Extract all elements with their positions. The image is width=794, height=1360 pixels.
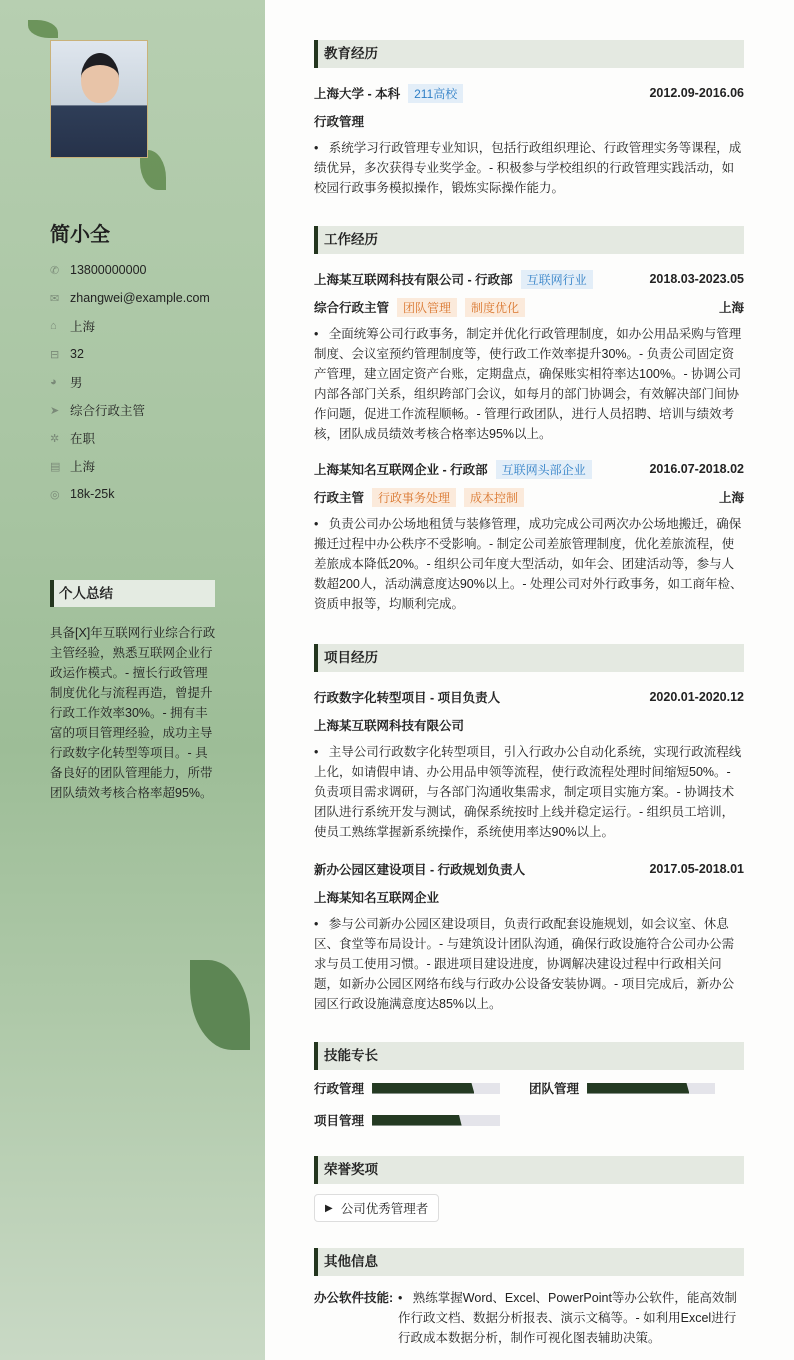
description: • 主导公司行政数字化转型项目，引入行政办公自动化系统，实现行政流程线上化，如请假申请、办公用品申领等流程，使行政流程处理时间缩短50%。- 负责项目需求调研，与各部门沟通收集需求，制定项目实施方案。- 协调技术团队进行系统开发与测试，确保系统按时上线并稳定运行。- 组织员工培训，使员工熟练掌握新系统操作，系统使用率达90%以上。: [314, 745, 742, 839]
other-label: 办公软件技能:: [314, 1291, 394, 1305]
contact-item: ✲ 在职: [50, 432, 96, 446]
summary-text: 具备[X]年互联网行业综合行政主管经验，熟悉互联网企业行政运作模式。- 擅长行政管理制度优化与流程再造，曾提升行政工作效率30%。- 拥有丰富的项目管理经验，成功主导行政数字化转型等项目。- 具备良好的团队管理能力，所带团队绩效考核合格率超95%。: [50, 626, 216, 800]
school: 上海大学 - 本科: [314, 87, 401, 101]
description: • 参与公司新办公园区建设项目，负责行政配套设施规划，如会议室、休息区、食堂等布局设计。- 与建筑设计团队沟通，确保行政设施符合公司办公需求与员工使用习惯。- 跟进项目建设进度，协调解决建设过程中行政相关问题，如新办公园区网络布线与行政办公设备安装协调。- 项目完成后，新办公园区行政设施满意度达85%以上。: [314, 917, 735, 1011]
date: 2016.07-2018.02: [649, 462, 744, 476]
project-section: [314, 644, 744, 1014]
play-icon: ▶: [325, 1202, 333, 1214]
contact-item: ✆ 13800000000: [50, 263, 147, 277]
city: 上海: [718, 301, 744, 315]
education-section: [314, 40, 744, 209]
date: 2012.09-2016.06: [649, 86, 744, 100]
gender-icon: ◕: [50, 376, 57, 388]
company: 上海某知名互联网企业 - 行政部: [314, 463, 488, 477]
date: 2017.05-2018.01: [649, 862, 744, 876]
project-name: 行政数字化转型项目 - 项目负责人: [314, 691, 501, 705]
other-text: • 熟练掌握Word、Excel、PowerPoint等办公软件，能高效制作行政文档、数据分析报表、演示文稿等。- 如利用Excel进行行政成本数据分析，制作可视化图表辅助决策。: [398, 1291, 737, 1345]
skill-tag: 制度优化: [465, 298, 525, 317]
skill-bar: [587, 1083, 715, 1094]
contact-item: ➤ 综合行政主管: [50, 404, 146, 418]
project-entry: [314, 683, 744, 842]
date: 2020.01-2020.12: [649, 690, 744, 704]
contact-item: ◎ 18k-25k: [50, 487, 115, 501]
candidate-name: 简小全: [50, 224, 110, 246]
company: 上海某互联网科技有限公司 - 行政部: [314, 273, 513, 287]
leaf-decoration: [28, 20, 58, 38]
school-tag: 211高校: [408, 84, 463, 103]
role: 综合行政主管: [314, 301, 390, 315]
skill-item: 项目管理: [314, 1104, 529, 1136]
work-entry: [314, 265, 744, 444]
contact-list: [50, 256, 210, 508]
section-heading: 荣誉奖项: [314, 1156, 744, 1184]
section-heading: 其他信息: [314, 1248, 744, 1276]
industry-tag: 互联网行业: [521, 270, 593, 289]
role: 行政主管: [314, 491, 365, 505]
project-name: 新办公园区建设项目 - 行政规划负责人: [314, 863, 526, 877]
summary-heading: 个人总结: [50, 580, 215, 607]
contact-item: ▤ 上海: [50, 460, 96, 474]
city-icon: ▤: [50, 460, 61, 473]
city: 上海: [718, 491, 744, 505]
mail-icon: ✉: [50, 292, 60, 305]
description: • 全面统筹公司行政事务，制定并优化行政管理制度，如办公用品采购与管理制度、会议室预约管理制度等，使行政工作效率提升30%。- 负责公司固定资产管理，建立固定资产台账，定期盘点，确保账实相符率达100%。- 协调公司内部各部门关系，组织跨部门会议，如每月的部门协调会，有效解决部门间协作问题，促进工作流程顺畅。- 管理行政团队，进行人员招聘、培训与绩效考核，团队成员绩效考核合格率达95%以上。: [314, 327, 742, 441]
contact-item: ⊟ 32: [50, 347, 84, 361]
skill-tag: 行政事务处理: [372, 488, 456, 507]
date: 2018.03-2023.05: [649, 272, 744, 286]
skill-tag: 成本控制: [464, 488, 524, 507]
industry-tag: 互联网头部企业: [496, 460, 592, 479]
organization: 上海某互联网科技有限公司: [314, 719, 465, 733]
home-icon: ⌂: [50, 320, 57, 332]
honors-section: [314, 1156, 744, 1222]
section-heading: 项目经历: [314, 644, 744, 672]
work-entry: [314, 455, 744, 614]
skill-tag: 团队管理: [397, 298, 457, 317]
skill-item: 团队管理: [529, 1072, 744, 1104]
contact-item: ◕ 男: [50, 376, 83, 390]
position-icon: ➤: [50, 404, 60, 417]
other-section: [314, 1248, 744, 1348]
skill-bar: [372, 1115, 500, 1126]
contact-item: ⌂ 上海: [50, 320, 96, 334]
skill-bar: [372, 1083, 500, 1094]
section-heading: 工作经历: [314, 226, 744, 254]
work-section: [314, 226, 744, 625]
skill-item: 行政管理: [314, 1072, 529, 1104]
avatar: [50, 40, 148, 158]
description: • 系统学习行政管理专业知识，包括行政组织理论、行政管理实务等课程，成绩优异，多次获得专业奖学金。- 积极参与学校组织的行政管理实践活动，如校园行政事务模拟操作，锻炼实际操作能力。: [314, 141, 742, 195]
contact-item: ✉ zhangwei@example.com: [50, 291, 210, 305]
skills-section: [314, 1042, 744, 1136]
organization: 上海某知名互联网企业: [314, 891, 440, 905]
flower-decoration: [190, 960, 250, 1050]
honor-item[interactable]: ▶ 公司优秀管理者: [314, 1194, 439, 1222]
status-icon: ✲: [50, 432, 60, 445]
section-heading: 技能专长: [314, 1042, 744, 1070]
sidebar: [0, 0, 265, 1360]
salary-icon: ◎: [50, 488, 60, 501]
phone-icon: ✆: [50, 264, 60, 277]
major: 行政管理: [314, 115, 365, 129]
age-icon: ⊟: [50, 348, 60, 361]
project-entry: [314, 855, 744, 1014]
section-heading: 教育经历: [314, 40, 744, 68]
description: • 负责公司办公场地租赁与装修管理，成功完成公司两次办公场地搬迁，确保搬迁过程中办公秩序不受影响。- 制定公司差旅管理制度，优化差旅流程，使差旅成本降低20%。- 组织公司年度大型活动，如年会、团建活动等，参与人数超200人，活动满意度达90%以上。- 处理公司对外行政事务，如工商年检、资质申报等，均顺利完成。: [314, 517, 743, 611]
